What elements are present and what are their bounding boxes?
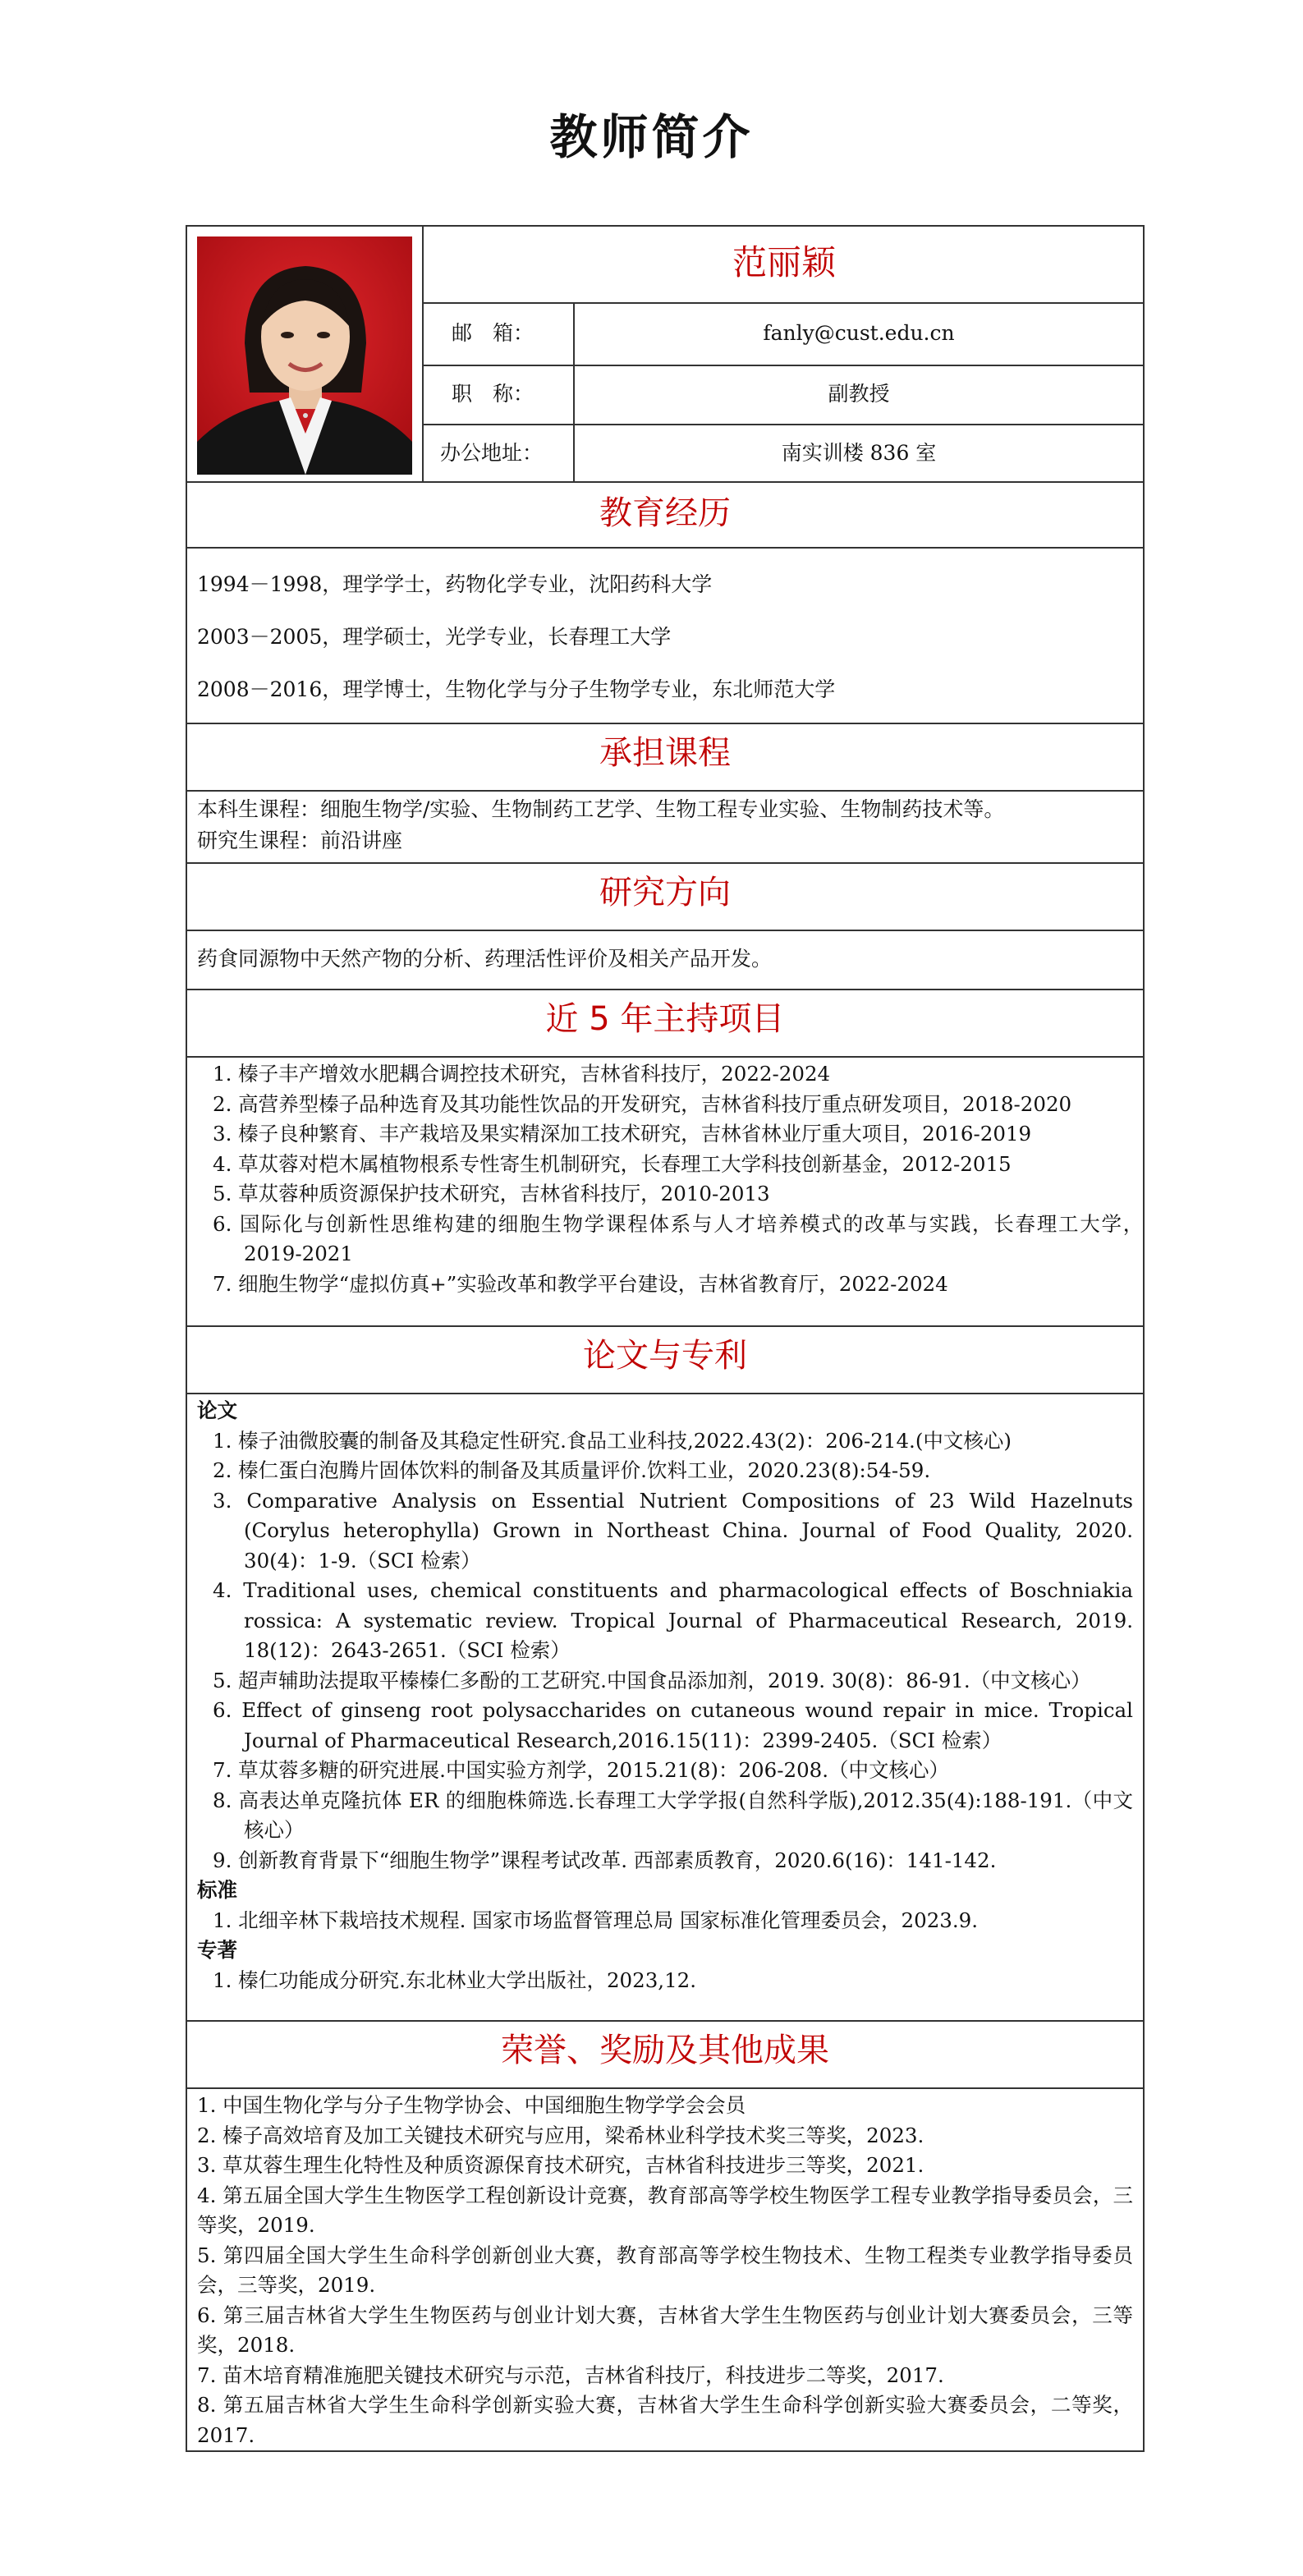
- office-value: 南实训楼 836 室: [781, 441, 937, 465]
- email-label: 邮 箱：: [452, 321, 535, 345]
- portrait-image: [197, 236, 412, 475]
- section-title-courses: 承担课程: [599, 734, 731, 772]
- subheading-standards: 标准: [197, 1878, 237, 1902]
- honor-list: [197, 2091, 1133, 2450]
- email-value: fanly@cust.edu.cn: [763, 321, 955, 345]
- list-item: 5. 第四届全国大学生生命科学创新创业大赛，教育部高等学校生物技术、生物工程类专业教学指导委员会，三等奖，2019.: [197, 2243, 1133, 2297]
- list-item: 2. 榛仁蛋白泡腾片固体饮料的制备及其质量评价.饮料工业，2020.23(8):54-59.: [213, 1458, 931, 1482]
- subheading-papers: 论文: [197, 1398, 237, 1422]
- list-item: 5. 超声辅助法提取平榛榛仁多酚的工艺研究.中国食品添加剂，2019. 30(8)：86-91.（中文核心）: [213, 1668, 1091, 1692]
- section-title-papers: 论文与专利: [583, 1337, 747, 1375]
- list-item: 3. Comparative Analysis on Essential Nutrient Compositions of 23 Wild Hazelnuts (Corylus heterophylla) Grown in Northeast China. Journal of Food Quality, 2020. 30(4)：1-9.（SCI 检索）: [213, 1488, 1133, 1573]
- list-item: 6. 国际化与创新性思维构建的细胞生物学课程体系与人才培养模式的改革与实践，长春理工大学， 2019-2021: [213, 1211, 1154, 1265]
- paper-list: [197, 1396, 1133, 1995]
- list-item: 1. 榛子油微胶囊的制备及其稳定性研究.食品工业科技,2022.43(2)：206-214.(中文核心): [213, 1428, 1012, 1453]
- education-item: 2003－2005，理学硕士，光学专业，长春理工大学: [197, 625, 672, 649]
- course-item: 研究生课程：前沿讲座: [197, 829, 403, 852]
- section-title-research: 研究方向: [599, 874, 731, 911]
- subheading-monographs: 专著: [197, 1938, 237, 1962]
- list-item: 1. 中国生物化学与分子生物学协会、中国细胞生物学学会会员: [197, 2093, 746, 2117]
- education-item: 2008－2016，理学博士，生物化学与分子生物学专业，东北师范大学: [197, 677, 836, 701]
- section-title-education: 教育经历: [599, 494, 731, 532]
- teacher-name: 范丽颖: [732, 242, 836, 282]
- list-item: 7. 苗木培育精准施肥关键技术研究与示范，吉林省科技厅，科技进步二等奖，2017.: [197, 2362, 944, 2387]
- course-item: 本科生课程：细胞生物学/实验、生物制药工艺学、生物工程专业实验、生物制药技术等。: [197, 797, 1005, 821]
- list-item: 6. 第三届吉林省大学生生物医药与创业计划大赛，吉林省大学生生物医药与创业计划大赛委员会，三等奖，2018.: [197, 2303, 1133, 2357]
- list-item: 8. 第五届吉林省大学生生命科学创新实验大赛，吉林省大学生生命科学创新实验大赛委员会，二等奖，2017.: [197, 2393, 1133, 2447]
- list-item: 3. 榛子良种繁育、丰产栽培及果实精深加工技术研究，吉林省林业厅重大项目，2016-2019: [213, 1122, 1032, 1146]
- profile-table: [186, 225, 1154, 2452]
- office-label: 办公地址：: [440, 441, 544, 465]
- list-item: 2. 榛子高效培育及加工关键技术研究与应用，梁希林业科学技术奖三等奖，2023.: [197, 2123, 924, 2147]
- title-label: 职 称：: [452, 382, 535, 406]
- list-item: 4. 第五届全国大学生生物医学工程创新设计竞赛，教育部高等学校生物医学工程专业教学指导委员会，三等奖，2019.: [197, 2183, 1133, 2237]
- list-item: 4. Traditional uses, chemical constituents and pharmacological effects of Boschniakia rossica: A systematic review. Tropical Journal of Pharmaceutical Research, 2019. 18(12)：2643-2651.（SCI 检索）: [213, 1578, 1133, 1662]
- research-text: 药食同源物中天然产物的分析、药理活性评价及相关产品开发。: [197, 947, 773, 971]
- list-item: 1. 北细辛林下栽培技术规程. 国家市场监督管理总局 国家标准化管理委员会，2023.9.: [213, 1908, 979, 1932]
- list-item: 8. 高表达单克隆抗体 ER 的细胞株筛选.长春理工大学学报(自然科学版),2012.35(4):188-191.（中文核心）: [213, 1788, 1133, 1842]
- list-item: 7. 细胞生物学“虚拟仿真+”实验改革和教学平台建设，吉林省教育厅，2022-2024: [213, 1271, 948, 1296]
- list-item: 9. 创新教育背景下“细胞生物学”课程考试改革. 西部素质教育，2020.6(16)：141-142.: [213, 1848, 997, 1872]
- section-title-honors: 荣誉、奖励及其他成果: [501, 2032, 829, 2069]
- list-item: 2. 高营养型榛子品种选育及其功能性饮品的开发研究，吉林省科技厅重点研发项目，2018-2020: [213, 1091, 1072, 1116]
- list-item: 4. 草苁蓉对桤木属植物根系专性寄生机制研究，长春理工大学科技创新基金，2012-2015: [213, 1151, 1012, 1176]
- list-item: 5. 草苁蓉种质资源保护技术研究，吉林省科技厅，2010-2013: [213, 1182, 770, 1205]
- page-title: 教师简介: [549, 109, 754, 165]
- list-item: 1. 榛子丰产增效水肥耦合调控技术研究，吉林省科技厅，2022-2024: [213, 1062, 831, 1086]
- education-item: 1994－1998，理学学士，药物化学专业，沈阳药科大学: [197, 572, 713, 596]
- list-item: 1. 榛仁功能成分研究.东北林业大学出版社，2023,12.: [213, 1968, 697, 1992]
- list-item: 3. 草苁蓉生理生化特性及种质资源保育技术研究，吉林省科技进步三等奖，2021.: [197, 2153, 924, 2177]
- portrait-photo: [197, 236, 412, 475]
- project-list: [197, 1059, 1154, 1299]
- list-item: 6. Effect of ginseng root polysaccharides on cutaneous wound repair in mice. Tropical Journal of Pharmaceutical Research,2016.15(11)：2399-2405.（SCI 检索）: [213, 1698, 1133, 1752]
- title-value: 副教授: [828, 382, 890, 406]
- list-item: 7. 草苁蓉多糖的研究进展.中国实验方剂学，2015.21(8)：206-208.（中文核心）: [213, 1758, 950, 1782]
- section-title-projects: 近 5 年主持项目: [545, 1000, 785, 1038]
